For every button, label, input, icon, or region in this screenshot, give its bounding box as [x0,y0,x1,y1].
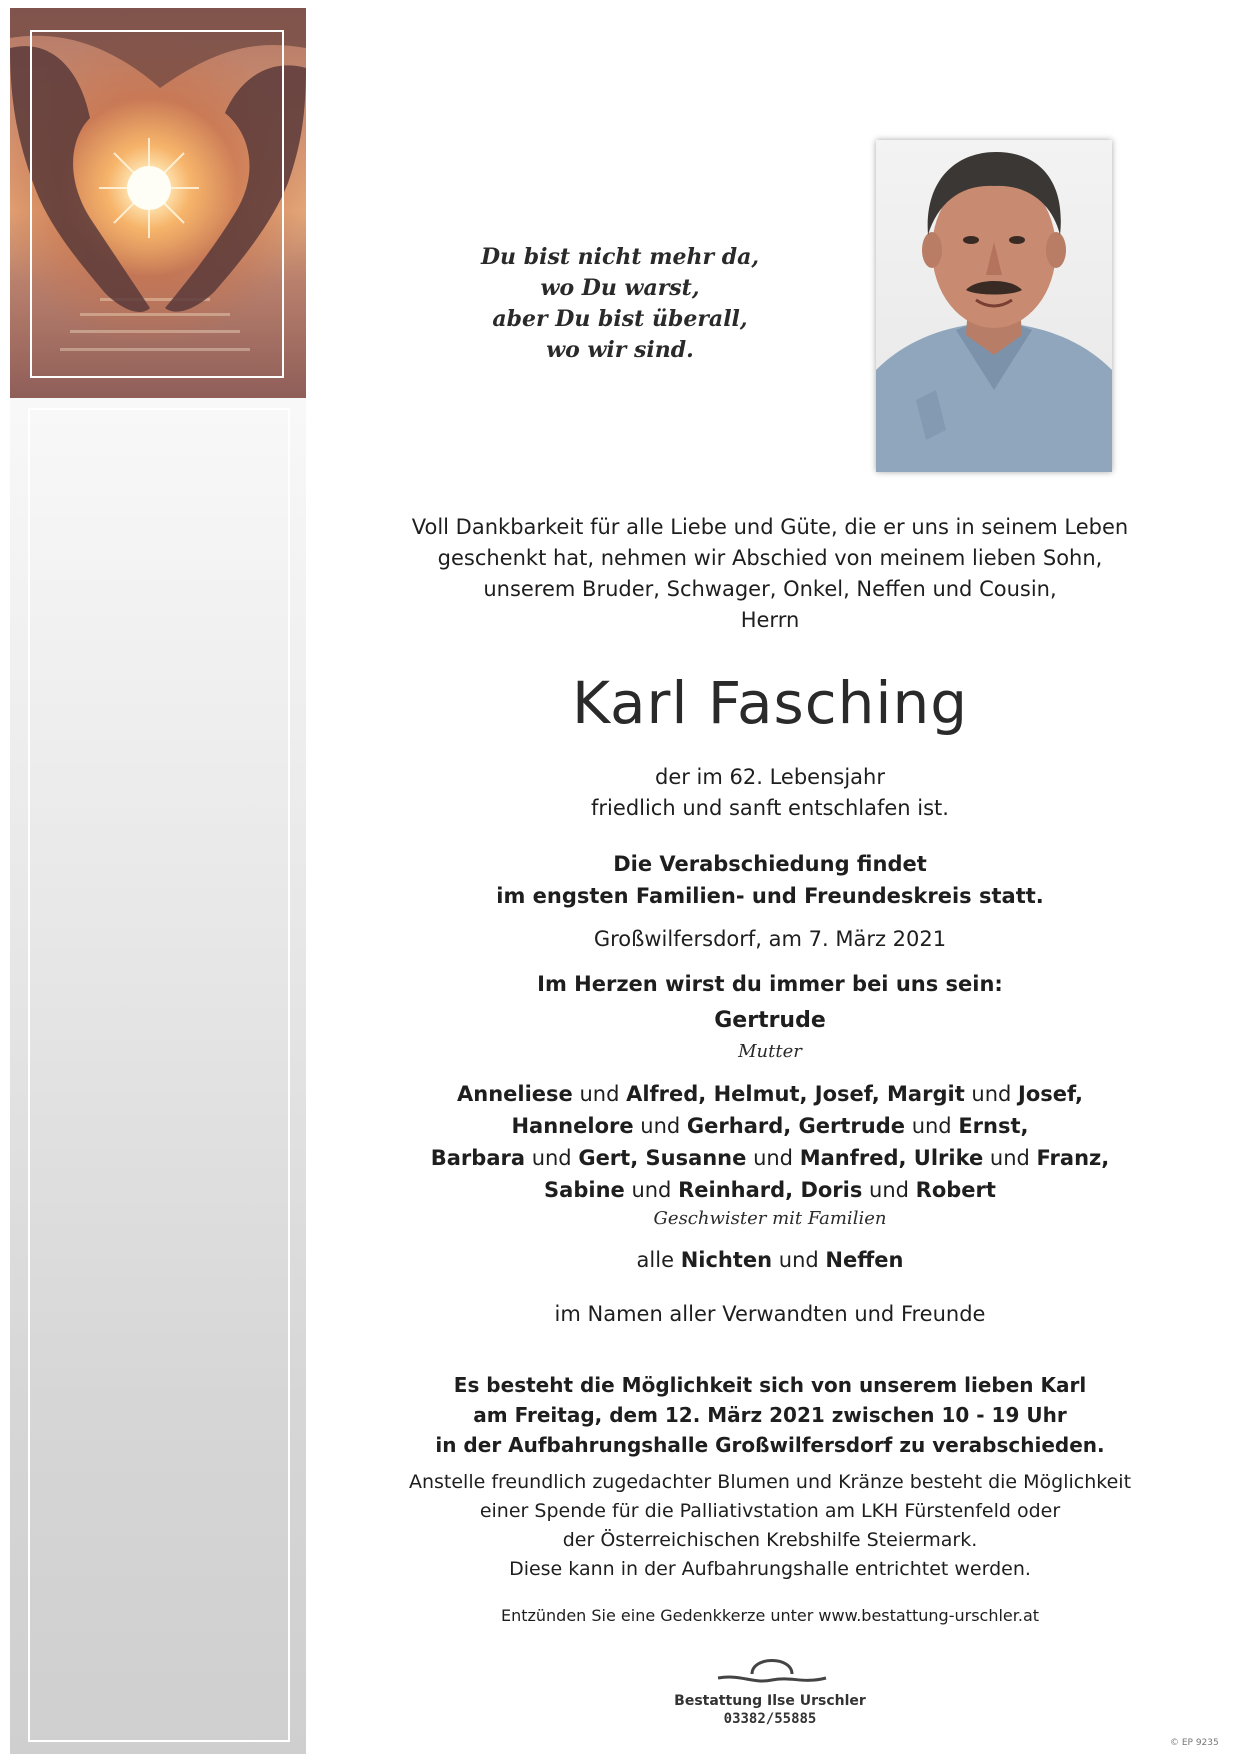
donation-line: der Österreichischen Krebshilfe Steiermark. [562,1529,978,1551]
sibling-name: Manfred, Ulrike [799,1146,984,1170]
siblings-line [370,1174,1170,1206]
nephews-word: Neffen [825,1248,904,1272]
sibling-name: Robert [915,1178,996,1202]
sibling-name: Franz, [1036,1146,1110,1170]
memorial-candle-link[interactable]: Entzünden Sie eine Gedenkkerze unter www.bestattung-urschler.at [500,1606,1040,1625]
viewing-line: in der Aufbahrungshalle Großwilfersdorf zu verabschieden. [435,1433,1105,1457]
sibling-name: Josef, [1018,1082,1083,1106]
strip-frame [28,408,290,1742]
sibling-name: Anneliese [457,1082,573,1106]
quote-line: Du bist nicht mehr da, [480,244,760,270]
siblings-list [370,1078,1170,1206]
funeral-home-logo-icon [712,1644,832,1690]
farewell-notice [370,848,1170,912]
intro-text [370,512,1170,636]
sibling-name: Gert, Susanne [578,1146,747,1170]
sibling-name: Sabine [544,1178,625,1202]
viewing-notice [370,1370,1170,1460]
join-word: und [624,1178,679,1202]
join-word: und [983,1146,1037,1170]
siblings-line [370,1078,1170,1110]
print-code: © EP 9235 [1170,1738,1219,1748]
donation-notice [370,1468,1170,1584]
join-word: und [572,1082,627,1106]
siblings-line [370,1110,1170,1142]
join-word: und [772,1248,826,1272]
join-word: und [964,1082,1019,1106]
farewell-line: Die Verabschiedung findet [613,852,927,876]
sibling-name: Reinhard, Doris [678,1178,863,1202]
quote-line: wo Du warst, [540,275,700,301]
funeral-home-phone: 03382/55885 [723,1711,817,1727]
join-word: und [525,1146,579,1170]
intro-line: Voll Dankbarkeit für alle Liebe und Güte, die er uns in seinem Leben [411,515,1129,539]
nieces-word: Nichten [680,1248,773,1272]
join-word: und [862,1178,916,1202]
funeral-home-name: Bestattung Ilse Urschler [674,1693,866,1709]
deceased-name: Karl Fasching [571,669,969,737]
donation-line: Anstelle freundlich zugedachter Blumen und Kränze besteht die Möglichkeit [408,1471,1132,1493]
intro-line: unserem Bruder, Schwager, Onkel, Neffen und Cousin, [483,577,1057,601]
heart-hands-sunset-image [10,8,306,398]
sibling-name: Barbara [430,1146,526,1170]
mourners-heading: Im Herzen wirst du immer bei uns sein: [537,972,1003,996]
decorative-side-strip [10,8,306,1754]
donation-line: einer Spende für die Palliativstation am LKH Fürstenfeld oder [479,1500,1061,1522]
relatives-line: im Namen aller Verwandten und Freunde [554,1302,986,1326]
viewing-line: am Freitag, dem 12. März 2021 zwischen 10 - 19 Uhr [473,1403,1067,1427]
sibling-name: Alfred, Helmut, Josef, Margit [626,1082,965,1106]
siblings-role: Geschwister mit Familien [653,1208,887,1229]
intro-line: geschenkt hat, nehmen wir Abschied von meinem lieben Sohn, [437,546,1103,570]
donation-line: Diese kann in der Aufbahrungshalle entrichtet werden. [509,1558,1031,1580]
portrait-photo [876,140,1112,472]
mother-name: Gertrude [714,1008,826,1033]
farewell-line: im engsten Familien- und Freundeskreis statt. [496,884,1044,908]
sibling-name: Hannelore [511,1114,634,1138]
join-word: und [746,1146,800,1170]
quote-line: aber Du bist überall, [492,306,748,332]
intro-line: Herrn [740,608,800,632]
passing-line: friedlich und sanft entschlafen ist. [591,796,949,820]
nieces-nephews [370,1244,1170,1276]
mother-role: Mutter [738,1041,802,1062]
place-date: Großwilfersdorf, am 7. März 2021 [593,927,947,951]
passing-text [370,762,1170,824]
memorial-quote [460,242,780,366]
image-frame [30,30,284,378]
join-word: und [633,1114,687,1138]
passing-line: der im 62. Lebensjahr [655,765,885,789]
siblings-line [370,1142,1170,1174]
viewing-line: Es besteht die Möglichkeit sich von unserem lieben Karl [453,1373,1087,1397]
portrait-illustration [876,140,1112,472]
join-word: und [905,1114,959,1138]
sibling-name: Ernst, [958,1114,1029,1138]
sibling-name: Gerhard, Gertrude [686,1114,906,1138]
nieces-prefix: alle [636,1248,681,1272]
quote-line: wo wir sind. [546,337,694,363]
